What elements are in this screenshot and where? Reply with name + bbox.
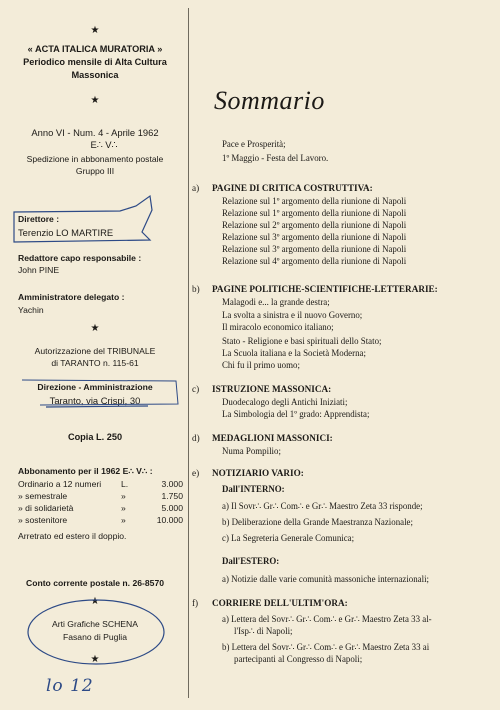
- subscription-label: Abbonamento per il 1962 E∴ V∴ :: [18, 466, 153, 476]
- toc-item: Relazione sul 4º argomento della riunione di Napoli: [222, 256, 407, 266]
- toc-item: Relazione sul 1º argomento della riunione di Napoli: [222, 208, 407, 218]
- section-title-e: NOTIZIARIO VARIO:: [212, 468, 304, 478]
- shipping-line-1: Spedizione in abbonamento postale: [26, 154, 164, 164]
- journal-subtitle-2: Massonica: [71, 70, 119, 80]
- printer-line-2: Fasano di Puglia: [62, 632, 128, 642]
- star-ornament: ★: [90, 25, 100, 36]
- toc-item: Malagodi e... la grande destra;: [222, 297, 330, 307]
- section-letter-d: d): [192, 433, 200, 443]
- section-letter-b: b): [192, 284, 200, 294]
- authorization-line-2: di TARANTO n. 115-61: [51, 358, 139, 368]
- toc-item: c) La Segreteria Generale Comunica;: [222, 533, 355, 543]
- star-ornament: ★: [90, 596, 100, 607]
- toc-item: l'Isp∴ di Napoli;: [234, 626, 293, 636]
- journal-subtitle: Periodico mensile di Alta Cultura: [23, 57, 167, 67]
- editor-name: John PINE: [18, 265, 60, 275]
- toc-item: partecipanti al Congresso di Napoli;: [234, 654, 363, 664]
- star-ornament: ★: [90, 323, 100, 334]
- toc-item: Relazione sul 2º argomento della riunione di Napoli: [222, 220, 407, 230]
- subscription-row: Ordinario a 12 numeri L. 3.000: [18, 479, 183, 489]
- office-label: Direzione - Amministrazione: [37, 382, 153, 392]
- masthead-column: [0, 0, 190, 710]
- toc-intro-item: Pace e Prosperità;: [222, 139, 286, 149]
- copy-price: Copia L. 250: [67, 432, 123, 442]
- editor-label: Redattore capo responsabile :: [18, 253, 142, 263]
- toc-item: Stato - Religione e basi spirituali dello Stato;: [222, 336, 382, 346]
- printer-line-1: Arti Grafiche SCHENA: [52, 619, 138, 629]
- toc-subheading: Dall'ESTERO:: [222, 556, 280, 566]
- shipping-line-2: Gruppo III: [75, 166, 115, 176]
- subscription-table: [18, 479, 183, 527]
- section-title-b: PAGINE POLITICHE-SCIENTIFICHE-LETTERARIE:: [212, 284, 438, 294]
- column-divider: [188, 8, 189, 698]
- subscription-row: » semestrale » 1.750: [18, 491, 183, 501]
- toc-item: La svolta a sinistra e il nuovo Governo;: [222, 310, 363, 320]
- section-letter-c: c): [192, 384, 200, 394]
- journal-title: « ACTA ITALICA MURATORIA »: [27, 44, 163, 54]
- toc-item: La Simbologia del 1º grado: Apprendista;: [222, 409, 370, 419]
- postal-account: Conto corrente postale n. 26-8570: [25, 578, 165, 588]
- toc-item: Relazione sul 3º argomento della riunione di Napoli: [222, 232, 407, 242]
- toc-item: Duodecalogo degli Antichi Iniziati;: [222, 397, 348, 407]
- handwritten-number: lo 12: [46, 676, 94, 696]
- section-letter-e: e): [192, 468, 200, 478]
- toc-item: Chi fu il primo uomo;: [222, 360, 300, 370]
- arrears-note: Arretrato ed estero il doppio.: [18, 531, 127, 541]
- toc-item: b) Lettera del Sovr∴ Gr∴ Com∴ e Gr∴ Maestro Zeta 33 ai: [222, 642, 430, 652]
- section-letter-f: f): [192, 598, 199, 608]
- toc-item: a) Lettera del Sovr∴ Gr∴ Com∴ e Gr∴ Maestro Zeta 33 al-: [222, 614, 432, 624]
- subscription-row: » sostenitore » 10.000: [18, 515, 183, 525]
- toc-item: a) Il Sovr∴ Gr∴ Com∴ e Gr∴ Maestro Zeta 33 risponde;: [222, 501, 423, 511]
- toc-item: La Scuola italiana e la Società Moderna;: [222, 348, 366, 358]
- toc-item: Relazione sul 1º argomento della riunione di Napoli: [222, 196, 407, 206]
- section-title-c: ISTRUZIONE MASSONICA:: [212, 384, 332, 394]
- admin-name: Yachin: [18, 305, 44, 315]
- toc-item: Numa Pompilio;: [222, 446, 281, 456]
- authorization-line-1: Autorizzazione del TRIBUNALE: [34, 346, 156, 356]
- section-title-f: CORRIERE DELL'ULTIM'ORA:: [212, 598, 348, 608]
- toc-intro-item: 1º Maggio - Festa del Lavoro.: [222, 153, 329, 163]
- section-title-d: MEDAGLIONI MASSONICI:: [212, 433, 333, 443]
- issue-line: Anno VI - Num. 4 - Aprile 1962: [31, 127, 159, 138]
- toc-item: a) Notizie dalle varie comunità massoniche internazionali;: [222, 574, 430, 584]
- era-line: E∴ V∴: [90, 139, 118, 150]
- star-ornament: ★: [90, 95, 100, 106]
- toc-item: Il miracolo economico italiano;: [222, 322, 334, 332]
- star-ornament: ★: [90, 654, 100, 665]
- toc-item: Relazione sul 3º argomento della riunione di Napoli: [222, 244, 407, 254]
- director-label: Direttore :: [18, 214, 60, 224]
- subscription-row: » di solidarietà » 5.000: [18, 503, 183, 513]
- admin-label: Amministratore delegato :: [18, 292, 125, 302]
- toc-item: b) Deliberazione della Grande Maestranza Nazionale;: [222, 517, 413, 527]
- office-address: Taranto, via Crispi, 30: [49, 395, 141, 406]
- toc-subheading: Dall'INTERNO:: [222, 484, 285, 494]
- director-name: Terenzio LO MARTIRE: [18, 227, 114, 238]
- section-title-a: PAGINE DI CRITICA COSTRUTTIVA:: [212, 183, 373, 193]
- toc-title: Sommario: [214, 86, 325, 115]
- section-letter-a: a): [192, 183, 200, 193]
